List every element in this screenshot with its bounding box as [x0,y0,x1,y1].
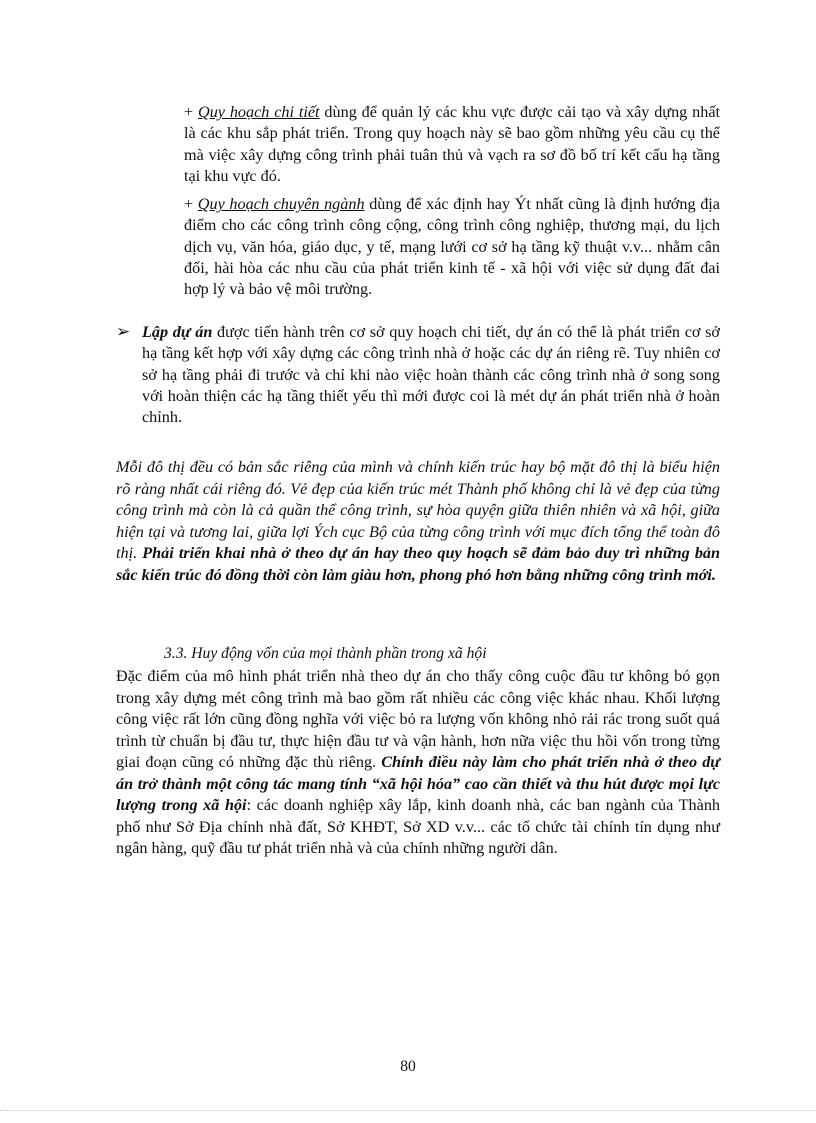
plus-prefix: + [184,103,198,121]
arrow-bullet-icon: ➢ [116,322,131,342]
footer-divider [0,1110,816,1111]
bullet-project-text [142,322,720,428]
term-specialized-planning: Quy hoạch chuyên ngành [197,195,365,213]
term-project-setup: Lập dự án [142,323,213,341]
plus-prefix: + [184,195,198,213]
capital-text-2: : các doanh nghiệp xây lắp, kinh doanh nhà, các ban ngành của Thành phố như Sở Địa chính nhà đất, Sở KHĐT, Sở XD v.v... các tổ chức tài chính tín dụng như ngân hàng, quỹ đầu tư phát triển nhà và của chính những người dân. [116,796,721,857]
capital-text-1: Đặc điểm của mô hình phát triển nhà theo dự án cho thấy công cuộc đầu tư không bó gọn trong xây dựng mét công trình mà bao gồm rất nhiều các công việc khác nhau. Khối lượng công việc rất lớn cũng đồng nghĩa với việc bỏ ra lượng vốn không nhỏ rải rác trong suốt quá trình từ chuẩn bị đầu tư, thực hiện đầu tư và vận hành, hơn nữa việc thu hồi vốn trong từng giai đoạn cũng có những đặc thù riêng. [116,667,720,771]
paragraph-text: dùng để xác định hay Ýt nhất cũng là định hướng địa điểm cho các công trình công cộng, công trình công nghiệp, thương mại, du lịch dịch vụ, văn hóa, giáo dục, y tế, mạng lưới cơ sở hạ tầng kỹ thuật v.v... nhằm cân đối, hài hòa các nhu cầu của phát triển kinh tế - xã hội với việc sử dụng đất đai hợp lý và bảo vệ môi trường. [184,195,720,299]
capital-bold-italic-text: Chính điều này làm cho phát triển nhà ở theo dự án trở thành một công tác mang tính “xã hội hóa” cao cần thiết và thu hút được mọi lực lượng trong xã hội [116,753,721,814]
identity-bold-italic-text: Phải triển khai nhà ở theo dự án hay theo quy hoạch sẽ đảm bảo duy trì những bản sắc kiến trúc đó đồng thời còn làm giàu hơn, phong phó hơn bằng những công trình mới. [116,544,721,584]
paragraph-text: dùng để quản lý các khu vực được cải tạo và xây dựng nhất là các khu sắp phát triển. Trong quy hoạch này sẽ bao gồm những yêu cầu cụ thể mà việc xây dựng công trình phải tuân thủ và vạch ra sơ đồ bố trí kết cấu hạ tầng tại khu vực đó. [184,103,720,185]
paragraph-urban-identity [116,457,720,586]
identity-italic-text: Mỗi đô thị đều có bản sắc riêng của mình và chính kiến trúc hay bộ mặt đô thị là biểu hiện rõ ràng nhất cái riêng đó. Vẻ đẹp của kiến trúc mét Thành phố không chỉ là vẻ đẹp của từng công trình mà còn là cả quần thể công trình, sự hòa quyện giữa thiên nhiên và xã hội, giữa hiện tại và tương lai, giữa lợi Ých cục Bộ của từng công trình với mục đích tổng thể toàn đô thị. [116,458,720,562]
term-detailed-planning: Quy hoạch chi tiết [198,103,320,121]
page-number: 80 [400,1058,416,1075]
paragraph-detailed-planning [184,102,720,187]
section-heading: 3.3. Huy động vốn của mọi thành phần trong xã hội [164,645,487,662]
paragraph-text: được tiến hành trên cơ sở quy hoạch chi tiết, dự án có thể là phát triển cơ sở hạ tầng kết hợp với xây dựng các công trình nhà ở hoặc các dự án riêng rẽ. Tuy nhiên cơ sở hạ tầng phải đi trước và chỉ khi nào việc hoàn thành các công trình nhà ở song song với hoàn thiện các hạ tầng thiết yếu thì mới được coi là mét dự án phát triển nhà ở hoàn chỉnh. [142,323,720,427]
paragraph-capital-mobilization [116,666,720,860]
paragraph-specialized-planning [184,194,720,300]
